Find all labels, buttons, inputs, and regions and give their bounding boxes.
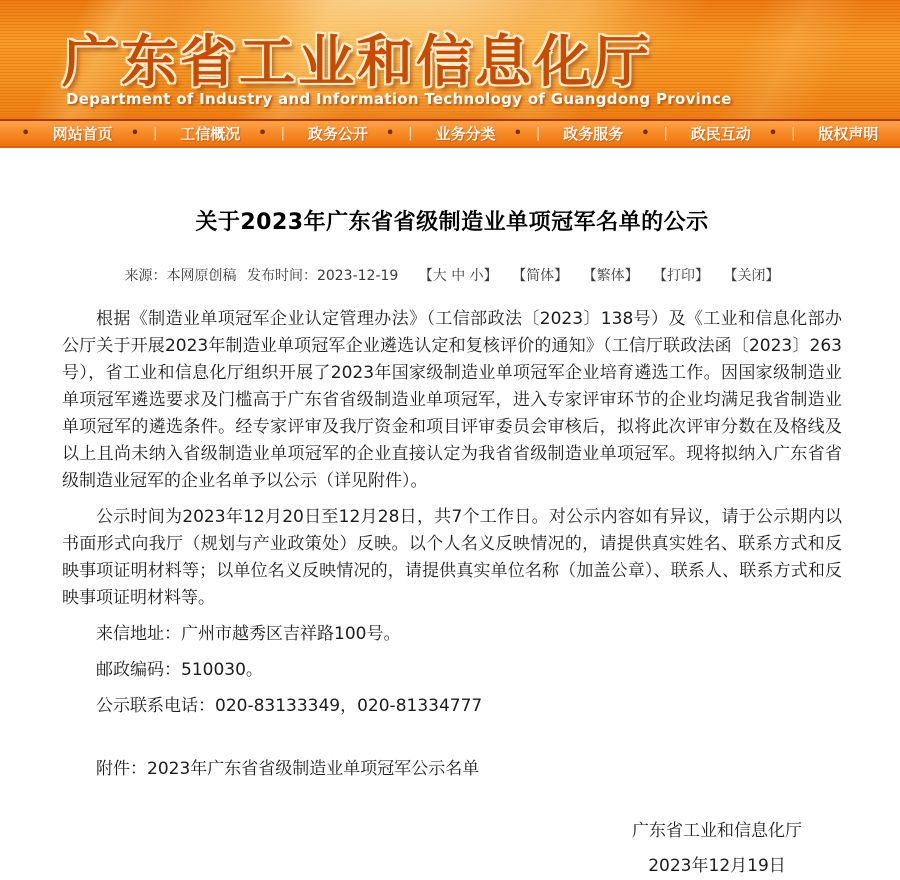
nav-pipe-separator: | xyxy=(791,126,796,141)
nav-item-home xyxy=(53,123,158,144)
publish-date-label: 发布时间： xyxy=(246,268,317,284)
mailing-address-line: 来信地址：广州市越秀区吉祥路100号。 xyxy=(96,624,401,644)
nav-link-overview[interactable]: 工信概况 xyxy=(180,125,241,143)
nav-link-business[interactable]: 业务分类 xyxy=(435,125,496,143)
postal-code-line: 邮政编码：510030。 xyxy=(96,660,263,680)
article-body xyxy=(62,306,842,783)
source-value: 本网原创稿 xyxy=(166,268,237,284)
nav-item-services xyxy=(563,123,668,144)
signature-inner xyxy=(632,818,802,880)
contact-phone-line: 公示联系电话：020-83133349，020-81334777 xyxy=(96,696,483,716)
nav-list xyxy=(0,121,900,146)
nav-bullet-icon: • xyxy=(768,126,778,141)
main-navigation xyxy=(0,119,900,148)
paragraph-publicity-period: 公示时间为2023年12月20日至12月28日，共7个工作日。对公示内容如有异议，请于公示期内以书面形式向我厅（规划与产业政策处）反映。以个人名义反映情况的，请提供真实姓名、联系方式和反映事项证明材料等；以单位名义反映情况的，请提供真实单位名称（加盖公章）、联系人、联系方式和反映事项证明材料等。 xyxy=(62,507,842,608)
nav-bullet-icon: • xyxy=(130,126,139,141)
source-label: 来源： xyxy=(124,268,167,284)
signature-block xyxy=(62,818,842,880)
nav-item-interaction xyxy=(691,123,796,144)
nav-link-interaction[interactable]: 政民互动 xyxy=(690,125,751,143)
site-banner xyxy=(0,0,900,119)
nav-link-copyright[interactable]: 版权声明 xyxy=(818,125,879,143)
nav-link-home[interactable]: 网站首页 xyxy=(52,125,113,143)
print-button[interactable]: 【打印】 xyxy=(653,268,710,284)
nav-pipe-separator: | xyxy=(663,126,668,141)
nav-item-business xyxy=(436,123,541,144)
paragraph-basis: 根据《制造业单项冠军企业认定管理办法》（工信部政法〔2023〕138号）及《工业和信息化部办公厅关于开展2023年制造业单项冠军企业遴选认定和复核评价的通知》（工信厅联政法函〔2023〕263号），省工业和信息化厅组织开展了2023年国家级制造业单项冠军企业培育遴选工作。因国家级制造业单项冠军遴选要求及门槛高于广东省省级制造业单项冠军，进入专家评审环节的企业均满足我省制造业单项冠军的遴选条件。经专家评审及我厅资金和项目评审委员会审核后，拟将此次评审分数在及格线及以上且尚未纳入省级制造业单项冠军的企业直接认定为我省省级制造业单项冠军。现将拟纳入广东省省级制造业冠军的企业名单予以公示（详见附件）。 xyxy=(62,309,842,491)
nav-pipe-separator: | xyxy=(408,126,413,141)
nav-item-copyright xyxy=(818,123,878,144)
nav-item-gov-affairs xyxy=(308,123,413,144)
nav-bullet-icon: • xyxy=(258,126,267,141)
nav-pipe-separator: | xyxy=(280,126,286,141)
signature-date: 2023年12月19日 xyxy=(648,856,786,876)
nav-bullet-icon: • xyxy=(513,126,522,141)
attachment-link[interactable]: 附件：2023年广东省省级制造业单项冠军公示名单 xyxy=(96,759,480,779)
nav-link-gov-affairs[interactable]: 政务公开 xyxy=(307,125,368,143)
article-meta xyxy=(62,265,842,285)
nav-leading-bullet-icon: • xyxy=(21,126,30,141)
page-title: 关于2023年广东省省级制造业单项冠军名单的公示 xyxy=(195,210,709,235)
site-subtitle-english: Department of Industry and Information Technology of Guangdong Province xyxy=(66,90,732,108)
font-size-control[interactable]: 【大 中 小】 xyxy=(418,268,498,284)
nav-item-overview xyxy=(180,123,285,144)
signature-department: 广东省工业和信息化厅 xyxy=(632,821,802,841)
site-title: 广东省工业和信息化厅 xyxy=(62,30,652,95)
close-button[interactable]: 【关闭】 xyxy=(723,268,780,284)
nav-link-services[interactable]: 政务服务 xyxy=(563,125,624,143)
nav-bullet-icon: • xyxy=(385,126,395,141)
article-content xyxy=(0,148,900,880)
publish-date-value: 2023-12-19 xyxy=(316,268,399,284)
nav-bullet-icon: • xyxy=(641,126,650,141)
simplified-chinese-button[interactable]: 【简体】 xyxy=(512,268,569,284)
nav-pipe-separator: | xyxy=(535,126,541,141)
nav-pipe-separator: | xyxy=(153,126,158,141)
traditional-chinese-button[interactable]: 【繁体】 xyxy=(582,268,639,284)
